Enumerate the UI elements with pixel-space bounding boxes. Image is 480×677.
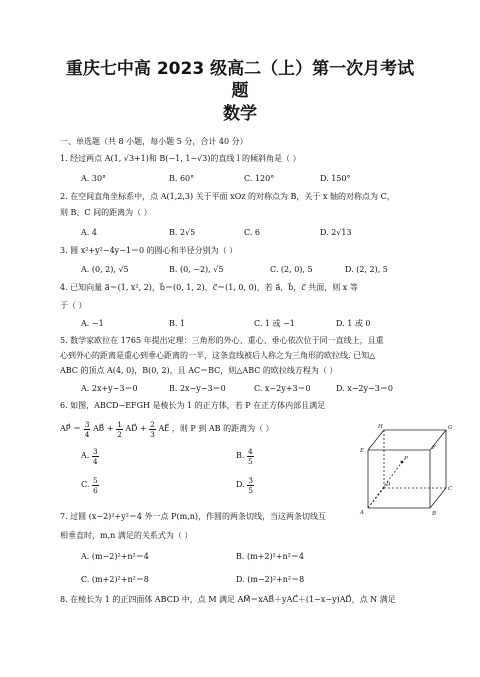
exam-subject-title: 数学: [223, 104, 257, 124]
q6-option-a: [81, 446, 99, 466]
q6-option-d-label: D.: [236, 480, 245, 489]
q3-stem: 3. 圆 x²+y²−4y−1＝0 的圆心和半径分别为（ ）: [60, 246, 238, 255]
q6-frac-1: [84, 420, 91, 439]
q6-vec-ae: AE⃗: [158, 424, 170, 433]
q6-option-d-den: 5: [248, 485, 253, 495]
q7-line1: 7. 过圆 (x−2)²+y²＝4 外一点 P(m,n)，作圆的两条切线，当这两条切线互: [60, 512, 326, 521]
q5-line3: ABC 的顶点 A(4, 0)，B(0, 2)，且 AC＝BC，则△ABC 的欧拉线方程为（ ）: [60, 366, 338, 375]
q6-vec-ab: AB⃗: [93, 424, 105, 433]
q2-option-a: A. 4: [81, 228, 97, 237]
q6-option-c-den: 6: [92, 485, 98, 495]
q6-line1: 6. 如图，ABCD−EFGH 是棱长为 1 的正方体，若 P 在正方体内部且满足: [60, 401, 326, 410]
q4-stem: 4. 已知向量 a⃗＝(1, x², 2)，b⃗＝(0, 1, 2)，c⃗＝(1, 0, 0)，若 a⃗，b⃗，c⃗ 共面，则 x 等: [60, 283, 358, 292]
q1-option-d: D. 150°: [320, 174, 351, 183]
q6-option-c-label: C.: [81, 480, 90, 489]
exam-title-line2: 题: [231, 81, 249, 101]
cube-figure: [356, 422, 462, 518]
q1-option-b: B. 60°: [169, 174, 195, 183]
q7-option-d: D. (m−2)²+n²＝8: [236, 575, 305, 584]
q6-frac-2-den: 2: [117, 429, 122, 439]
q1-stem: 1. 经过两点 A(1, √3+1)和 B(−1, 1−√3)的直线 l 的倾斜角是（ ）: [60, 154, 301, 163]
q6-option-b-den: 5: [247, 456, 253, 466]
cube-edge: [430, 488, 446, 508]
q3-option-d: D. (2, 2), 5: [345, 265, 388, 274]
q6-option-a-label: A.: [81, 451, 90, 460]
exam-title-line1: 重庆七中高 2023 级高二（上）第一次月考试: [65, 59, 415, 79]
q6-option-a-num: 3: [92, 446, 98, 456]
q6-option-c: [81, 475, 99, 495]
q6-option-b-num: 4: [247, 446, 253, 456]
q1-option-a: A. 30°: [81, 174, 107, 183]
q6-frac-1-num: 3: [84, 419, 90, 429]
q2-stem: 2. 在空间直角坐标系中，点 A(1,2,3) 关于平面 xOz 的对称点为 B，关于 x 轴的对称点为 C，: [60, 192, 395, 201]
vertex-label-c: C: [448, 486, 453, 492]
q2-option-c: C. 6: [244, 228, 261, 237]
q2-option-b: B. 2√5: [169, 228, 196, 237]
q6-option-d: [236, 475, 254, 495]
q1-option-c: C. 120°: [244, 174, 275, 183]
vertex-label-f: F: [432, 445, 436, 451]
q6-frac-3: [149, 420, 156, 439]
q6-option-b: [236, 446, 254, 466]
point-p: [401, 461, 404, 464]
q5-option-d: D. x−2y−3＝0: [336, 384, 393, 393]
q6-vector-equation: AP⃗ ＝ $\frac{3}{4}$ AB⃗ + $\frac{1}{2}$ AD⃗ + $\frac{2}{3}$ AE⃗ ，则 P 到 AB 的距离为（ ）: [60, 419, 274, 439]
q6-option-b-frac: [247, 447, 254, 466]
q7-option-a: A. (m−2)²+n²＝4: [81, 552, 149, 561]
q6-frac-2: [116, 420, 123, 439]
q6-vec-ad: AD⃗: [125, 424, 138, 433]
ap-vector-line: [368, 462, 402, 508]
q2-stem-cont: 则 B、C 间的距离为（ ）: [60, 208, 152, 217]
vertex-label-p: P: [404, 456, 408, 462]
q7-line2: 相垂直时，m,n 满足的关系式为（ ）: [60, 531, 193, 540]
vertex-label-d: D: [386, 482, 391, 488]
q5-option-b: B. 2x−y−3＝0: [169, 384, 226, 393]
vertex-label-g: G: [448, 425, 453, 431]
vertex-label-b: B: [432, 511, 437, 517]
q6-question-tail: ，则 P 到 AB 的距离为（ ）: [171, 424, 274, 433]
cube-edge: [368, 430, 384, 450]
q4-option-b: B. 1: [169, 319, 186, 328]
q3-option-a: A. (0, 2), √5: [81, 265, 129, 274]
q4-option-a: A. −1: [81, 319, 104, 328]
vertex-label-h: H: [378, 424, 383, 430]
q6-frac-3-den: 3: [150, 429, 155, 439]
q6-option-d-frac: [247, 476, 254, 495]
q6-option-a-frac: [92, 447, 99, 466]
q4-stem-cont: 于（ ）: [60, 301, 87, 310]
q6-option-b-label: B.: [236, 451, 245, 460]
q6-option-a-den: 4: [92, 456, 98, 466]
q6-frac-2-num: 1: [117, 419, 122, 429]
q8-line1: 8. 在棱长为 1 的正四面体 ABCD 中，点 M 满足 AM⃗＝xAB⃗＋yAC⃗＋(1−x−y)AD⃗，点 N 满足: [60, 595, 396, 604]
q4-option-d: D. 1 或 0: [336, 319, 371, 328]
q7-option-c: C. (m+2)²+n²＝8: [81, 575, 149, 584]
q5-line2: 心到外心的距离是重心到垂心距离的一半，这条直线被后人称之为三角形的欧拉线. 已知△: [60, 351, 376, 360]
q5-line1: 5. 数学家欧拉在 1765 年提出定理：三角形的外心、重心、垂心依次位于同一直线上，且重: [60, 336, 384, 345]
q2-option-d: D. 2√13: [320, 228, 352, 237]
q6-option-d-num: 3: [248, 475, 253, 485]
q4-option-c: C. 1 或 −1: [254, 319, 295, 328]
q7-option-b: B. (m+2)²+n²＝4: [236, 552, 304, 561]
q6-option-c-frac: [92, 476, 99, 495]
q6-frac-1-den: 4: [84, 429, 90, 439]
q6-ap-vector: AP⃗ ＝: [60, 424, 82, 433]
q6-frac-3-num: 2: [150, 419, 155, 429]
q5-option-c: C. x−2y+3＝0: [254, 384, 311, 393]
q3-option-c: C. (2, 0), 5: [270, 265, 313, 274]
vertex-label-e: E: [360, 448, 365, 454]
q6-option-c-num: 5: [92, 475, 98, 485]
cube-hidden-edge: [368, 488, 384, 508]
vertex-label-a: A: [360, 510, 364, 516]
q3-option-b: B. (0, −2), √5: [169, 265, 224, 274]
section-heading: 一、单选题（共 8 小题，每小题 5 分，合计 40 分）: [60, 137, 248, 146]
q5-option-a: A. 2x+y−3＝0: [81, 384, 138, 393]
